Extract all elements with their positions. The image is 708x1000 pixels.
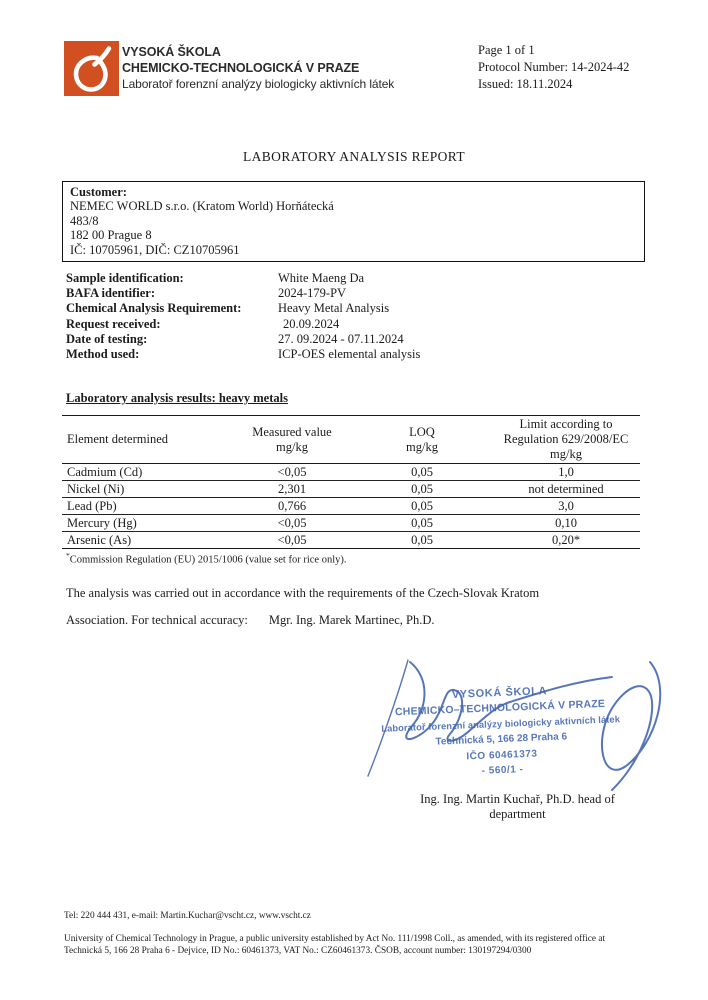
- col-header-unit: mg/kg: [406, 439, 438, 454]
- col-header-text: Element determined: [67, 432, 169, 446]
- heavy-metals-table: [62, 415, 640, 549]
- accuracy-person-name: Mgr. Ing. Marek Martinec, Ph.D.: [268, 613, 435, 627]
- footnote-text: Commission Regulation (EU) 2015/1006 (value set for rice only).: [69, 554, 347, 566]
- statement-line2: [66, 613, 434, 628]
- table-row-mercury: [62, 515, 640, 532]
- info-value: 2024-179-PV: [278, 286, 347, 301]
- limit-cell: 1,0: [492, 464, 640, 481]
- col-header-text: Regulation 629/2008/EC: [503, 432, 629, 446]
- info-label: Chemical Analysis Requirement:: [66, 301, 242, 316]
- institution-block: [122, 44, 394, 92]
- table-row-nickel: [62, 481, 640, 498]
- info-row-sample-identification: [66, 271, 420, 286]
- element-cell: Mercury (Hg): [62, 515, 232, 532]
- stamp-line: IČO 60461373: [466, 748, 538, 763]
- col-header-limit: [492, 416, 640, 464]
- col-header-loq: [352, 416, 492, 464]
- customer-name: NEMEC WORLD s.r.o. (Kratom World) Horňátecká: [70, 199, 334, 214]
- protocol-number: Protocol Number: 14-2024-42: [478, 60, 630, 74]
- table-row-arsenic: [62, 532, 640, 549]
- signatory-title: department: [489, 807, 546, 821]
- loq-cell: 0,05: [352, 481, 492, 498]
- info-value: 27. 09.2024 - 07.11.2024: [278, 331, 404, 346]
- element-cell: Cadmium (Cd): [62, 464, 232, 481]
- info-row-analysis-requirement: [66, 301, 420, 316]
- stamp-line: CHEMICKO–TECHNOLOGICKÁ V PRAZE: [394, 698, 606, 719]
- page-number: Page 1 of 1: [478, 43, 535, 57]
- col-header-measured-value: [232, 416, 352, 464]
- info-label: Request received:: [66, 316, 161, 331]
- results-heading: Laboratory analysis results: heavy metals: [66, 391, 288, 405]
- customer-street-number: 483/8: [70, 213, 99, 228]
- report-title: LABORATORY ANALYSIS REPORT: [242, 149, 466, 164]
- accuracy-label: Association. For technical accuracy:: [66, 613, 248, 627]
- col-header-element: [62, 416, 232, 464]
- stamp-line: - 560/1 -: [481, 764, 524, 777]
- footer-contact: Tel: 220 444 431, e-mail: Martin.Kuchar@vscht.cz, www.vscht.cz: [64, 911, 311, 921]
- statement-line1: The analysis was carried out in accordance with the requirements of the Czech-Slovak Kratom: [66, 586, 540, 600]
- institution-name-line1: VYSOKÁ ŠKOLA: [122, 45, 221, 59]
- customer-city: 182 00 Prague 8: [70, 228, 152, 243]
- info-label: Date of testing:: [66, 331, 148, 346]
- info-row-date-of-testing: [66, 332, 420, 347]
- info-row-bafa-identifier: [66, 286, 420, 301]
- stamp-line: Laboratoř forenzní analýzy biologicky aktivních látek: [381, 714, 621, 734]
- info-row-request-received: [66, 317, 420, 332]
- col-header-text: Limit according to: [519, 417, 613, 431]
- footnote-asterisk: *: [66, 551, 70, 560]
- measured-cell: 0,766: [232, 498, 352, 515]
- document-meta: [478, 42, 629, 93]
- measured-cell: <0,05: [232, 464, 352, 481]
- loq-cell: 0,05: [411, 532, 433, 547]
- footer-legal-line1: University of Chemical Technology in Prague, a public university established by Act No. 111/1998 Coll., as amended, with its registered office at: [64, 934, 606, 944]
- table-row-cadmium: [62, 464, 640, 481]
- col-header-text: Measured value: [252, 424, 332, 439]
- loq-cell: 0,05: [352, 464, 492, 481]
- table-footnote: [66, 551, 347, 566]
- drop-icon: [64, 41, 119, 96]
- footer-legal: [64, 934, 624, 957]
- element-cell: Lead (Pb): [62, 498, 232, 515]
- info-label: BAFA identifier:: [66, 286, 155, 301]
- col-header-unit: mg/kg: [276, 439, 308, 454]
- measured-cell: <0,05: [277, 532, 307, 547]
- signatory-block: [400, 792, 635, 822]
- element-cell: Nickel (Ni): [62, 481, 232, 498]
- limit-cell: 0,10: [492, 515, 640, 532]
- col-header-text: LOQ: [409, 424, 435, 439]
- loq-cell: 0,05: [352, 498, 492, 515]
- info-value: White Maeng Da: [278, 271, 365, 285]
- col-header-unit: mg/kg: [550, 447, 582, 461]
- vscht-logo: [64, 41, 119, 96]
- info-row-method-used: [66, 347, 420, 362]
- element-cell: Arsenic (As): [67, 532, 132, 547]
- signatory-name: Ing. Ing. Martin Kuchař, Ph.D. head of: [420, 792, 615, 806]
- measured-cell: 2,301: [232, 481, 352, 498]
- info-label: Sample identification:: [66, 271, 184, 285]
- info-value: ICP-OES elemental analysis: [278, 347, 421, 362]
- footer-legal-line2: Technická 5, 166 28 Praha 6 - Dejvice, ID No.: 60461373, VAT No.: CZ60461373. ČSOB, account number: 130197294/0300: [64, 945, 532, 956]
- info-value: 20.09.2024: [283, 316, 340, 331]
- table-row-lead: [62, 498, 640, 515]
- customer-label: Customer:: [70, 185, 127, 199]
- issued-date: Issued: 18.11.2024: [478, 77, 573, 91]
- customer-box: [62, 181, 645, 262]
- customer-registration-ids: IČ: 10705961, DIČ: CZ10705961: [70, 242, 240, 257]
- handwritten-signature: [350, 648, 680, 798]
- sample-info: [66, 271, 420, 362]
- info-value: Heavy Metal Analysis: [278, 301, 390, 316]
- limit-cell: not determined: [492, 481, 640, 498]
- table-header-row: [62, 416, 640, 464]
- limit-cell: 3,0: [492, 498, 640, 515]
- institution-lab-name: Laboratoř forenzní analýzy biologicky aktivních látek: [122, 77, 395, 91]
- stamp-line: VYSOKÁ ŠKOLA: [451, 685, 548, 701]
- measured-cell: <0,05: [232, 515, 352, 532]
- stamp-line: Technická 5, 166 28 Praha 6: [435, 731, 568, 748]
- limit-cell: 0,20*: [551, 532, 581, 547]
- institution-name-line2: CHEMICKO-TECHNOLOGICKÁ V PRAZE: [122, 61, 360, 75]
- loq-cell: 0,05: [352, 515, 492, 532]
- info-label: Method used:: [66, 347, 140, 362]
